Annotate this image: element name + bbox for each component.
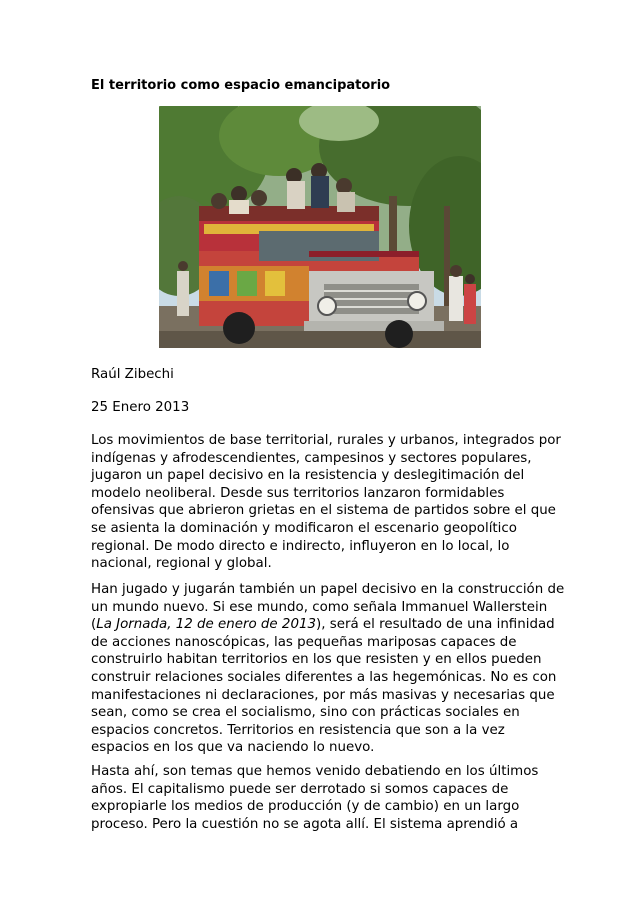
paragraph-line: Hasta ahí, son temas que hemos venido debatiendo en los últimos: [91, 764, 539, 779]
paragraph-line: manifestaciones ni declaraciones, por más masivas y necesarias que: [91, 687, 555, 703]
paragraph-line: construir relaciones sociales diferentes a las hegemónicas. No es con: [91, 669, 557, 685]
citation-la-jornada: La Jornada, 12 de enero de 2013: [96, 617, 316, 633]
paragraph-line: construirlo habitan territorios en los que resisten y en ellos pueden: [91, 652, 542, 668]
paragraph-line: regional. De modo directo e indirecto, influyeron en lo local, lo: [91, 538, 510, 554]
paragraph-line: espacios concretos. Territorios en resistencia que son a la vez: [91, 722, 505, 738]
paragraph-line: se asienta la dominación y modificaron el escenario geopolítico: [91, 520, 517, 536]
article-author: Raúl Zibechi: [91, 367, 174, 382]
paragraph-1: [91, 432, 561, 573]
paragraph-line-citation: [91, 616, 561, 634]
paragraph-line: ofensivas que abrieron grietas en el sistema de partidos sobre el que: [91, 503, 556, 519]
paragraph-line: expropiarle los medios de producción (y de cambio) en un largo: [91, 799, 520, 815]
paragraph-line: proceso. Pero la cuestión no se agota allí. El sistema aprendió a: [91, 816, 519, 832]
paragraph-3: [91, 763, 561, 833]
citation-rest: ), será el resultado de una infinidad: [316, 617, 555, 633]
paragraph-line: espacios en los que va naciendo lo nuevo.: [91, 740, 375, 756]
paragraph-line: de acciones nanoscópicas, las pequeñas mariposas capaces de: [91, 634, 517, 650]
paragraph-line: sean, como se crea el socialismo, sino con prácticas sociales en: [91, 705, 520, 721]
chiva-bus-photo: [159, 106, 481, 348]
paragraph-line: años. El capitalismo puede ser derrotado si somos capaces de: [91, 781, 509, 797]
paragraph-line: modelo neoliberal. Desde sus territorios lanzaron formidables: [91, 485, 505, 501]
paragraph-line: indígenas y afrodescendientes, campesinos y sectores populares,: [91, 450, 532, 466]
paragraph-line: Los movimientos de base territorial, rurales y urbanos, integrados por: [91, 433, 561, 448]
paragraph-line: jugaron un papel decisivo en la resistencia y deslegitimación del: [91, 468, 525, 484]
paragraph-line: un mundo nuevo. Si ese mundo, como señala Immanuel Wallerstein: [91, 599, 548, 615]
article-date: 25 Enero 2013: [91, 400, 190, 415]
article-photo: [159, 106, 481, 348]
paragraph-line: Han jugado y jugarán también un papel decisivo en la construcción de: [91, 582, 565, 597]
paragraph-line: nacional, regional y global.: [91, 556, 272, 572]
paren-open: (: [91, 617, 97, 633]
paragraph-2: [91, 581, 565, 757]
article-title: El territorio como espacio emancipatorio: [91, 78, 391, 93]
